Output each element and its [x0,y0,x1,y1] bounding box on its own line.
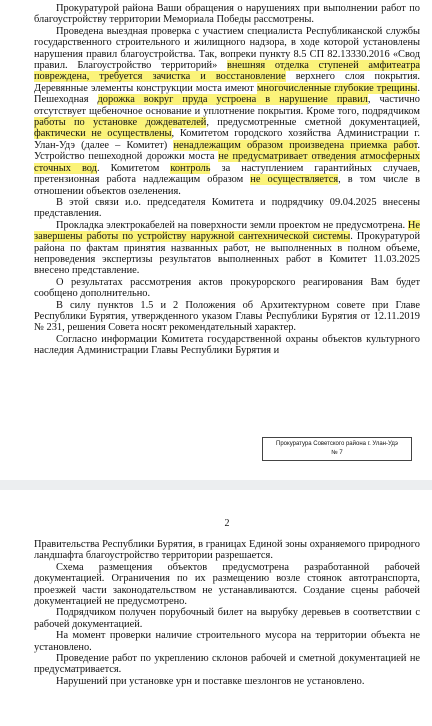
highlighted-text: фактически не осуществлены [34,128,172,140]
paragraph-findings [34,26,420,197]
text-segment: Проведена выездная проверка с участием специалиста Республиканской службы государственного строительного и жилищного надзора, в ходе которой установлены нарушения правил благоустройства. Так, вопреки пункту 8.5 СП 82.13330.2016 «Свод правил. Благоустройство территорий» [34,25,420,72]
registration-stamp [262,437,412,461]
text-segment: . Прокуратурой района по фактам принятия названных работ, не выполненных в полном объеме, непроведения экспертизы результатов выполненных работ в Комитет 11.03.2025 внесено представление. [34,231,421,277]
stamp-number: № 7 [331,450,343,456]
highlighted-text: внешняя отделка ступеней амфитеатра повреждена, требуется зачистка и восстановление [34,60,420,83]
paragraph-electrocables [34,220,420,277]
paragraph: Правительства Республики Бурятия, в границах Единой зоны охраняемого природного ландшафта благоустройство территории разрешается. [34,539,420,562]
text-segment: . Пешеходная [34,82,420,106]
highlighted-text: контроль [170,162,211,174]
document-page-2 [0,490,432,726]
text-segment: за наступлением гарантийных случаев, претензионная работа надлежащим образом [34,162,420,186]
text-segment: , предусмотренные сметной документацией, [206,117,420,129]
stamp-office: Прокуратура Советского района г. Улан-Удэ [276,441,398,447]
highlighted-text: не предусматривает отведения атмосферных сточных вод [34,151,420,174]
paragraph: Согласно информации Комитета государственной охраны объектов культурного наследия Администрации Главы Республики Бурятия и [34,333,420,357]
paragraph: В этой связи и.о. председателя Комитета и подрядчику 09.04.2025 внесены представления. [34,196,420,220]
paragraph: Прокуратурой района Ваши обращения о нарушениях при выполнении работ по благоустройству территории Мемориала Победы рассмотрены. [34,3,420,26]
paragraph: Схема размещения объектов предусмотрена разработанной рабочей документацией. Ограничения по их размещению возле стоянок автотранспорта, проезжей части законодательством не устанавливаются. Создание сцены рабочей документацией не предусмотрено. [34,561,420,608]
text-segment: , Комитетом городского хозяйства Администрации г. Улан-Удэ (далее – Комитет) [34,128,420,151]
highlighted-text: многочисленные глубокие трещины [256,82,418,94]
highlighted-text: дорожка вокруг пруда устроена в нарушение правил [97,94,368,106]
text-segment: , частично отсутствует щебеночное основание и уплотнение покрытия. Кроме того, подрядчиком [34,94,420,117]
highlighted-text: ненадлежащим образом произведена приемка работ [173,139,418,151]
highlighted-text: не осуществляется [250,174,339,186]
text-segment: , в том числе в отношении объектов озеленения. [34,174,420,197]
paragraph: Проведение работ по укреплению склонов рабочей и сметной документацией не предусматривается. [34,653,420,676]
highlighted-text: работы по установке дождевателей [34,117,207,129]
text-segment: Прокладка электрокабелей на поверхности земли проектом не предусмотрена. [56,219,408,231]
text-segment: . Комитетом [96,162,171,174]
text-segment: . Устройство пешеходной дорожки моста [34,139,420,163]
paragraph: Подрядчиком получен порубочный билет на вырубку деревьев в соответствии с рабочей документацией. [34,607,420,630]
paragraph: В силу пунктов 1.5 и 2 Положения об Архитектурном совете при Главе Республики Бурятия, утвержденного указом Главы Республики Бурятия от 12.11.2019 № 231, решения Совета носят рекомендательный характер. [34,299,420,334]
highlighted-text: Не завершены работы по устройству наружной сантехнической системы [34,219,420,243]
paragraph: На момент проверки наличие строительного мусора на территории объекта не установлено. [34,630,420,653]
text-segment: верхнего слоя покрытия. Деревянные элементы конструкции моста имеют [34,71,421,94]
paragraph: Нарушений при установке урн и поставке шезлонгов не установлено. [56,675,365,687]
paragraph: О результатах рассмотрения актов прокурорского реагирования Вам будет сообщено дополнительно. [34,276,420,300]
page-number: 2 [224,518,230,529]
